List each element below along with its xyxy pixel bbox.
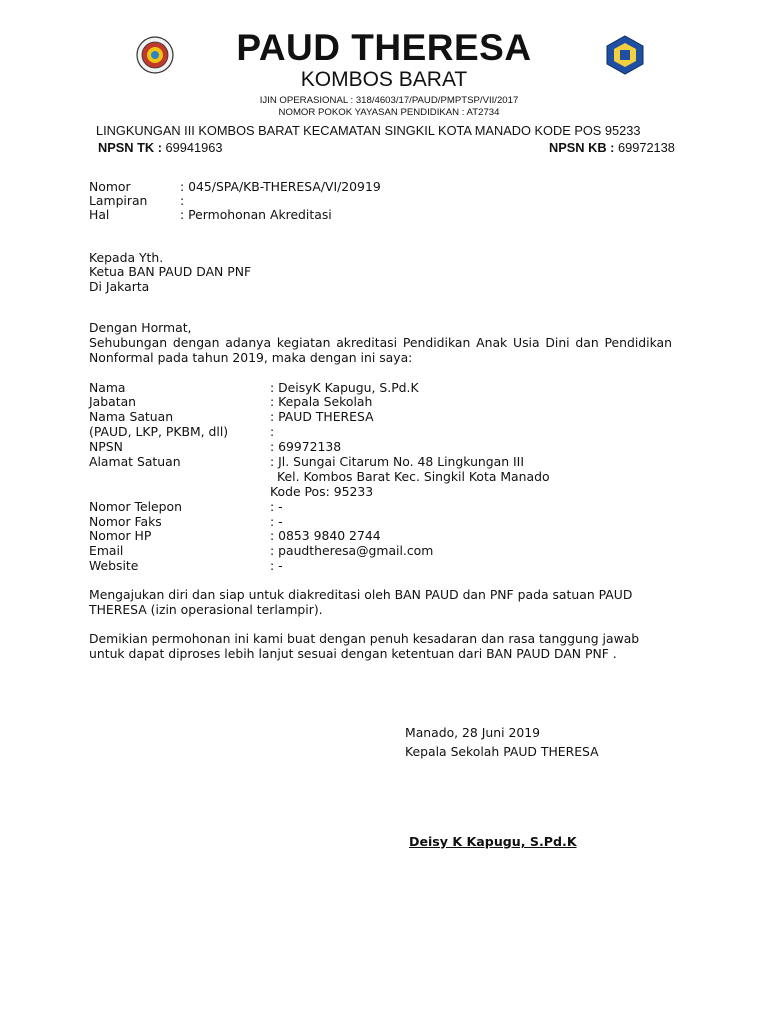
- closing-paragraph-2: Demikian permohonan ini kami buat dengan penuh kesadaran dan rasa tanggung jawab untuk dapat diproses lebih lanjut sesuai dengan ketentuan dari BAN PAUD DAN PNF .: [89, 631, 640, 661]
- school-address: LINGKUNGAN III KOMBOS BARAT KECAMATAN SINGKIL KOTA MANADO KODE POS 95233: [96, 123, 641, 138]
- field-email-value: : paudtheresa@gmail.com: [270, 543, 434, 558]
- hal-value: : Permohonan Akreditasi: [180, 207, 332, 222]
- field-npsn-label: NPSN: [89, 439, 123, 454]
- field-npsn-value: : 69972138: [270, 439, 342, 454]
- field-nama-value: : DeisyK Kapugu, S.Pd.K: [270, 380, 419, 395]
- nomor-label: Nomor: [89, 179, 131, 194]
- field-satuan-note: (PAUD, LKP, PKBM, dll): [89, 424, 229, 439]
- recipient-line-2: Ketua BAN PAUD DAN PNF: [89, 264, 252, 279]
- opening-paragraph: Sehubungan dengan adanya kegiatan akreditasi Pendidikan Anak Usia Dini dan Pendidikan Nonformal pada tahun 2019, maka dengan ini saya:: [89, 335, 672, 365]
- foundation-number: NOMOR POKOK YAYASAN PENDIDIKAN : AT2734: [278, 107, 500, 118]
- npsn-tk-label: NPSN TK :: [98, 140, 162, 155]
- field-email-label: Email: [89, 543, 124, 558]
- field-telepon-value: : -: [270, 499, 283, 514]
- field-faks-label: Nomor Faks: [89, 514, 162, 529]
- school-location-subtitle: KOMBOS BARAT: [300, 68, 468, 91]
- lampiran-value: :: [180, 193, 185, 208]
- field-faks-value: : -: [270, 514, 283, 529]
- nomor-value: : 045/SPA/KB-THERESA/VI/20919: [180, 179, 381, 194]
- recipient-line-3: Di Jakarta: [89, 279, 150, 294]
- hal-label: Hal: [89, 207, 110, 222]
- npsn-kb-label: NPSN KB :: [549, 140, 615, 155]
- npsn-tk-value: 69941963: [162, 140, 223, 155]
- npsn-tk: [98, 140, 223, 156]
- closing-paragraph-1: Mengajukan diri dan siap untuk diakreditasi oleh BAN PAUD dan PNF pada satuan PAUD THERESA (izin operasional terlampir).: [89, 587, 633, 617]
- npsn-kb: [549, 140, 675, 156]
- signature-place-date: Manado, 28 Juni 2019: [405, 725, 541, 740]
- signature-name: Deisy K Kapugu, S.Pd.K: [409, 834, 577, 849]
- field-website-value: : -: [270, 558, 283, 573]
- field-hp-label: Nomor HP: [89, 528, 152, 543]
- recipient-line-1: Kepada Yth.: [89, 250, 164, 265]
- field-nama-label: Nama: [89, 380, 126, 395]
- school-name-title: PAUD THERESA: [236, 27, 532, 68]
- field-alamat-value-3: Kode Pos: 95233: [270, 484, 374, 499]
- field-jabatan-label: Jabatan: [89, 394, 137, 409]
- npsn-kb-value: 69972138: [614, 140, 675, 155]
- field-satuan-note-colon: :: [270, 424, 275, 439]
- field-alamat-value-1: : Jl. Sungai Citarum No. 48 Lingkungan III: [270, 454, 524, 469]
- field-telepon-label: Nomor Telepon: [89, 499, 182, 514]
- operational-permit: IJIN OPERASIONAL : 318/4603/17/PAUD/PMPTSP/VII/2017: [259, 95, 519, 106]
- salutation: Dengan Hormat,: [89, 320, 192, 335]
- lampiran-label: Lampiran: [89, 193, 148, 208]
- signature-position: Kepala Sekolah PAUD THERESA: [405, 744, 599, 759]
- field-satuan-label: Nama Satuan: [89, 409, 174, 424]
- field-alamat-label: Alamat Satuan: [89, 454, 181, 469]
- field-alamat-value-2: Kel. Kombos Barat Kec. Singkil Kota Manado: [277, 469, 550, 484]
- field-website-label: Website: [89, 558, 139, 573]
- field-hp-value: : 0853 9840 2744: [270, 528, 381, 543]
- field-satuan-value: : PAUD THERESA: [270, 409, 374, 424]
- field-jabatan-value: : Kepala Sekolah: [270, 394, 373, 409]
